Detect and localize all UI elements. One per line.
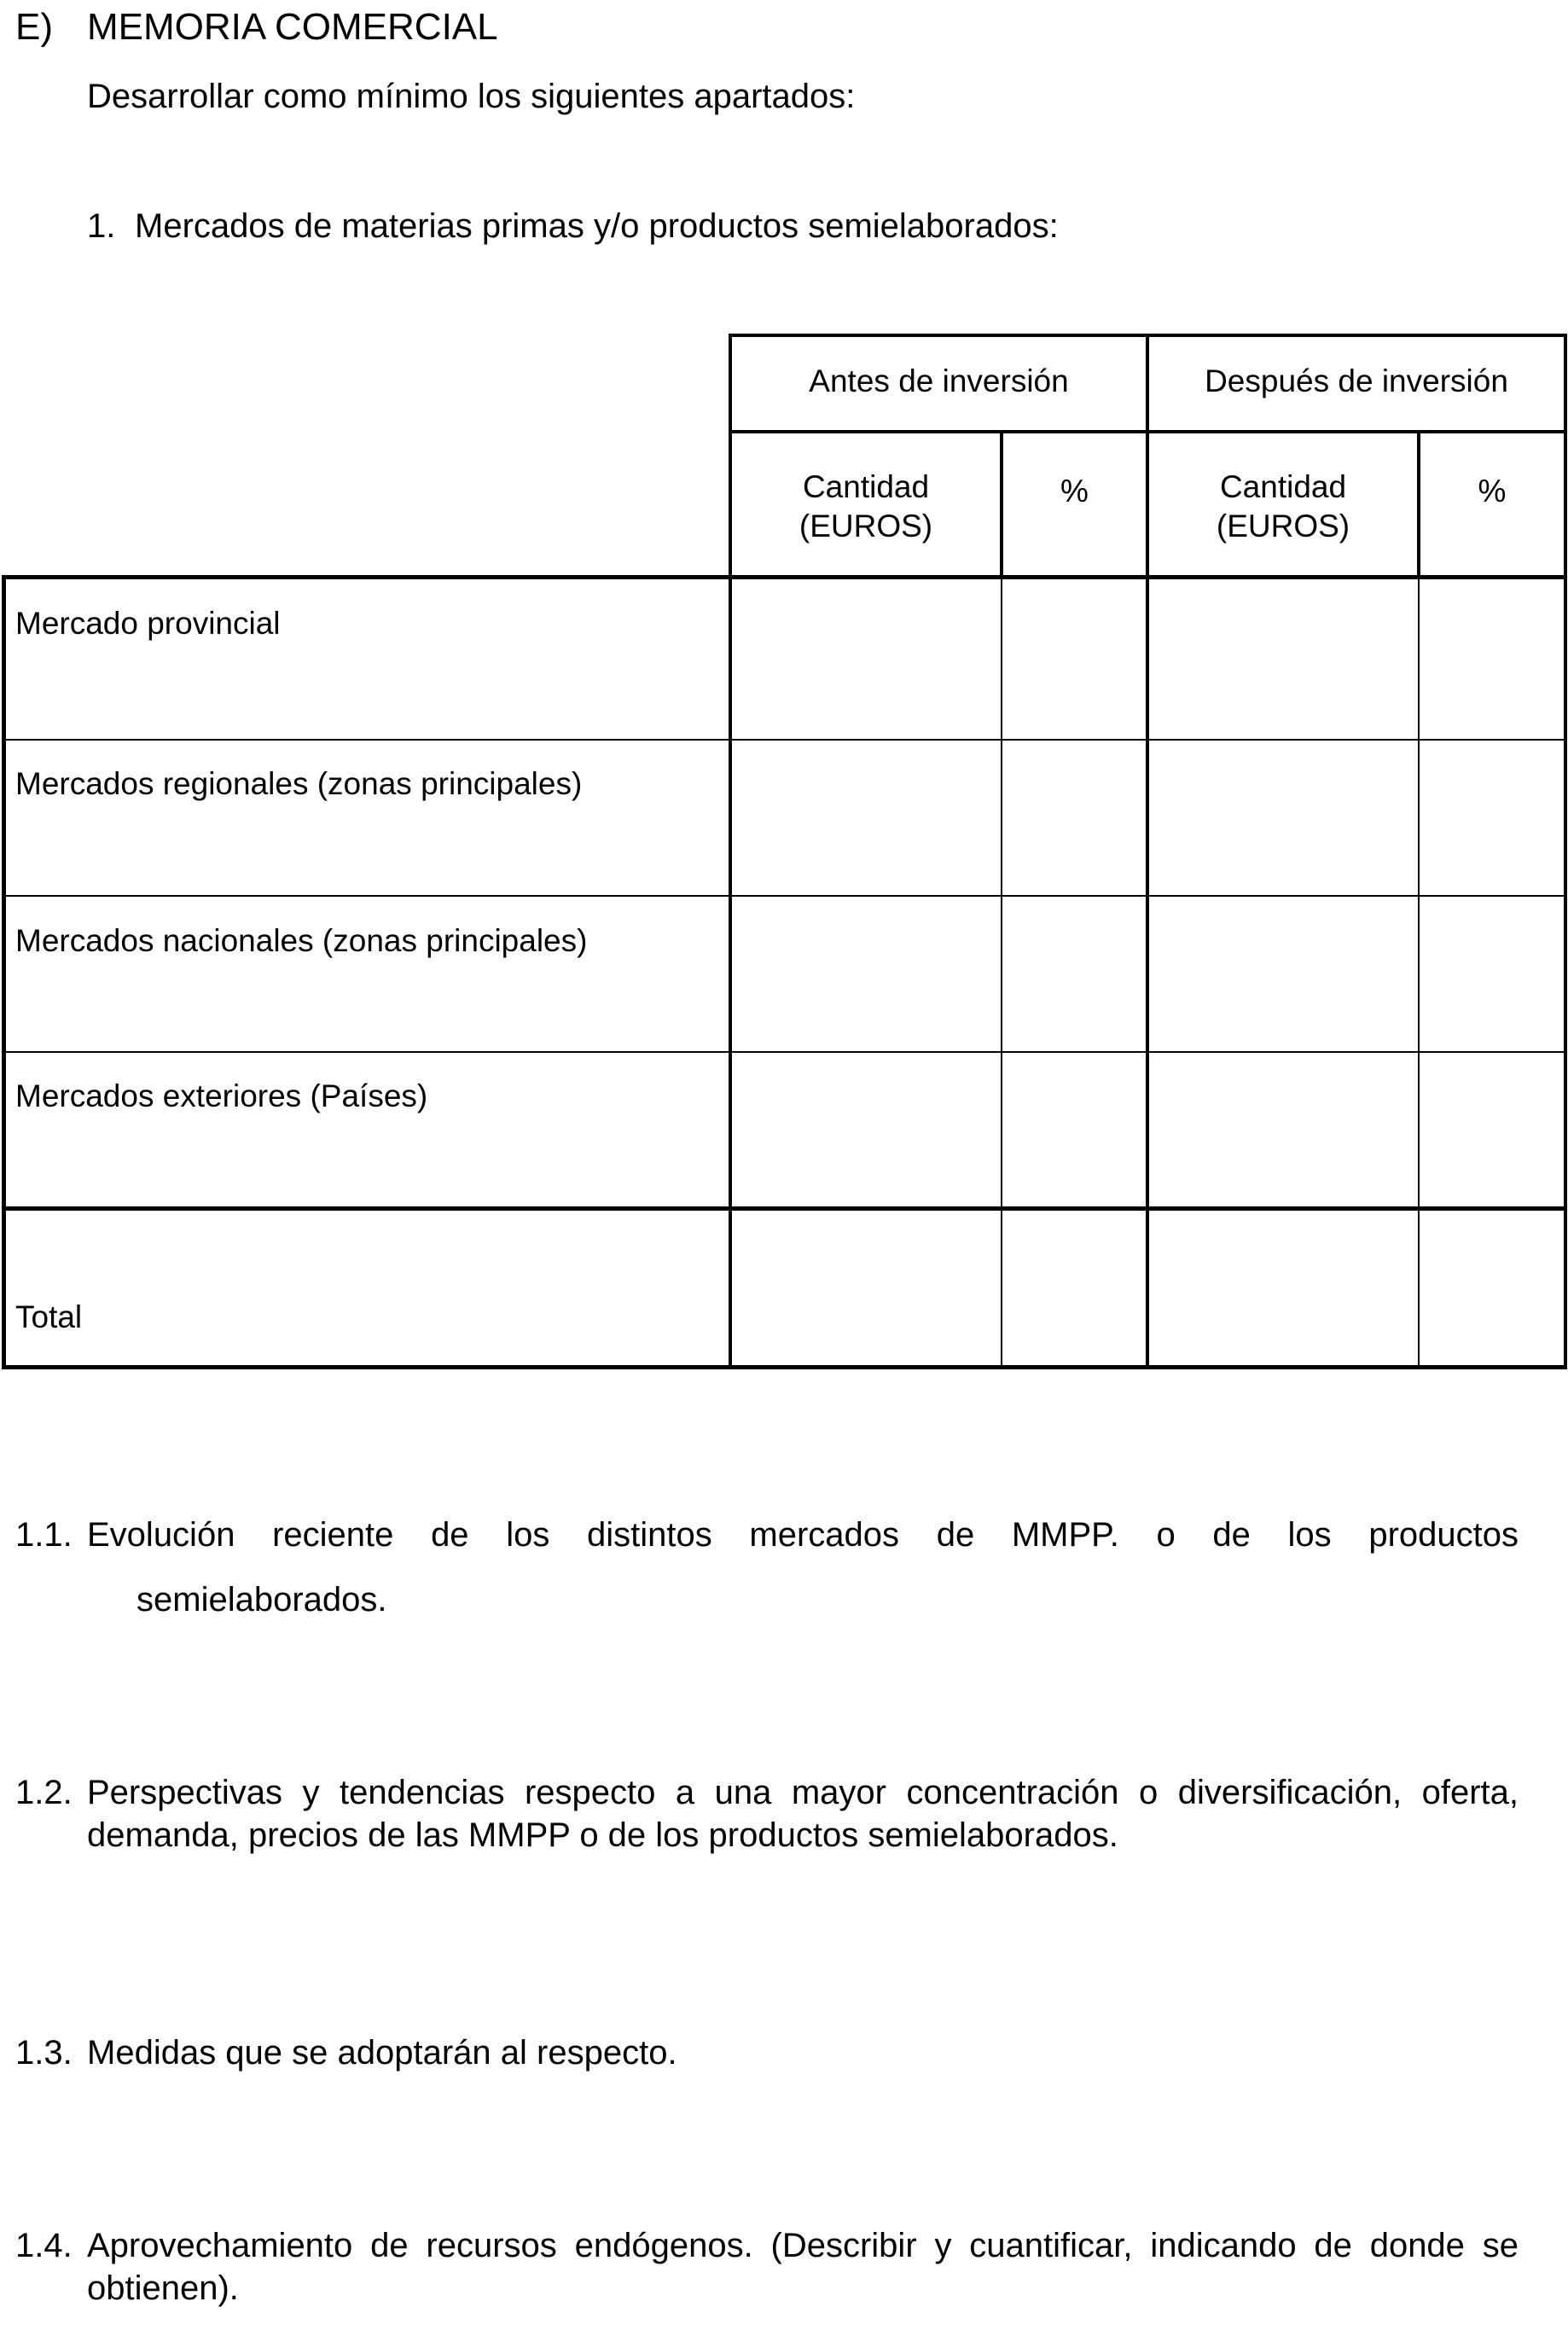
header-amount-line2: (EUROS) (1216, 508, 1350, 543)
section-letter: E) (15, 6, 53, 48)
header-after-amount (1149, 468, 1417, 546)
table-line (1564, 334, 1567, 1368)
section-1-3 (15, 2031, 1519, 2075)
section-1-2-text: Perspectivas y tendencias respecto a una mayor concentración o diversificación, oferta, demanda, precios de las MMPP o de los productos semielaborados. (87, 1774, 1519, 1854)
header-before-percent: % (1060, 474, 1089, 508)
section-1-2-number: 1.2. (15, 1774, 73, 1811)
section-1-4-text: Aprovechamiento de recursos endógenos. (Describir y cuantificar, indicando de donde se obtienen). (87, 2227, 1519, 2307)
item-1-text: Mercados de materias primas y/o productos semielaborados: (135, 207, 1059, 245)
header-amount-line1: Cantidad (1219, 469, 1347, 504)
table-line (2, 739, 1567, 741)
header-after-percent: % (1478, 474, 1507, 508)
header-amount-line1: Cantidad (802, 469, 930, 504)
header-before-investment: Antes de inversión (809, 363, 1069, 398)
table-line (2, 575, 6, 1369)
row-label-regional: Mercados regionales (zonas principales) (15, 766, 583, 801)
section-1-4-number: 1.4. (15, 2227, 73, 2264)
section-1-1-line2: semielaborados. (136, 1581, 387, 1618)
table-line (2, 575, 1567, 579)
row-label-total: Total (15, 1299, 83, 1334)
row-label-foreign: Mercados exteriores (Países) (15, 1078, 428, 1113)
section-1-4 (15, 2224, 1519, 2310)
section-1-1 (15, 1513, 1519, 1622)
row-label-provincial: Mercado provincial (15, 606, 281, 641)
table-line (1147, 577, 1148, 1368)
table-line (2, 1206, 1567, 1211)
section-1-2 (15, 1771, 1519, 1857)
table-line (2, 895, 1567, 897)
row-label-national: Mercados nacionales (zonas principales) (15, 923, 588, 958)
header-amount-line2: (EUROS) (799, 508, 933, 543)
table-line (729, 577, 731, 1368)
section-1-3-text: Medidas que se adoptarán al respecto. (87, 2034, 677, 2072)
item-1-number: 1. (87, 207, 116, 245)
table-line (2, 1365, 1567, 1369)
table-line (1001, 577, 1002, 1368)
table-line (2, 1051, 1567, 1053)
section-1-1-line1: Evolución reciente de los distintos mercados de MMPP. o de los productos (87, 1516, 1519, 1554)
header-before-amount (732, 468, 1000, 546)
table-line (1418, 577, 1420, 1368)
section-1-3-number: 1.3. (15, 2034, 73, 2072)
section-title: MEMORIA COMERCIAL (87, 6, 498, 48)
section-1-1-number: 1.1. (15, 1516, 73, 1554)
header-after-investment: Después de inversión (1205, 363, 1508, 398)
intro-text: Desarrollar como mínimo los siguientes apartados: (87, 78, 856, 115)
